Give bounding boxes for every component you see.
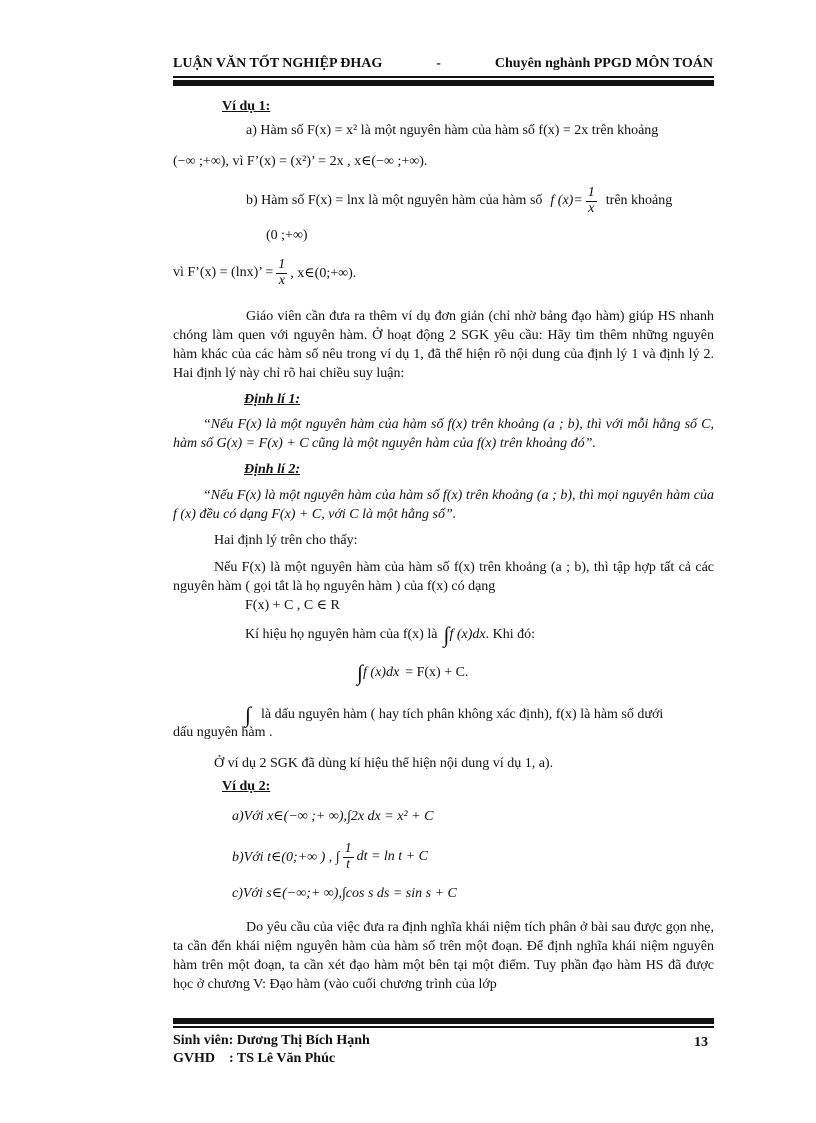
notation-line (245, 622, 535, 648)
notation-suffix: . Khi đó: (485, 627, 536, 642)
theorem1-text: “Nếu F(x) là một nguyên hàm của hàm số f(x) trên khoảng (a ; b), thì với mỗi hằng số C, hàm số G(x) = F(x) + C cũng là một nguyên hàm của f(x) trên khoảng đó”. (173, 417, 714, 451)
notation-expr: f (x)dx (449, 627, 486, 642)
example1-b-line1 (246, 186, 714, 216)
integral-icon: ∫ (357, 660, 364, 685)
integral-sign-text: là dấu nguyên hàm ( hay tích phân không xác định), f(x) là hàm số dưới (261, 707, 664, 722)
example1-b-line3 (173, 258, 356, 288)
formula-expr: f (x)dx (363, 665, 400, 680)
header-left: LUẬN VĂN TỐT NGHIỆP ĐHAG (173, 56, 383, 71)
fraction-numerator: 1 (278, 257, 286, 272)
example2-b-prefix: b)Với t∈(0;+∞ ) , ∫ (232, 849, 340, 865)
example1-b3-fraction (276, 258, 287, 288)
formula-rhs: = F(x) + C. (405, 665, 469, 680)
example2-b (232, 842, 428, 872)
notation-text: Kí hiệu họ nguyên hàm của f(x) là (245, 627, 438, 642)
example1-b-derivative: vì F’(x) = (lnx)’ = (173, 265, 274, 281)
example1-title: Ví dụ 1: (222, 99, 271, 114)
example1-b-text: b) Hàm số F(x) = lnx là một nguyên hàm của hàm số (246, 193, 543, 209)
paragraph-example2-ref: Ở ví dụ 2 SGK đã dùng kí hiệu thể hiện nội dung ví dụ 1, a). (214, 756, 554, 771)
paragraph-teacher: Giáo viên cần đưa ra thêm ví dụ đơn giản (chỉ nhờ bảng đạo hàm) giúp HS nhanh chóng làm quen với nguyên hàm. Ở hoạt động 2 SGK yêu cầu: Hãy tìm thêm những nguyên hàm khác của các hàm số nêu trong ví dụ 1, đã thể hiện rõ nội dung của định lý 1 và định lý 2. Hai định lý này chỉ rõ hai chiều suy luận: (173, 309, 714, 381)
integral-icon: ∫ (245, 702, 252, 727)
example1-b-suffix: trên khoảng (605, 193, 673, 209)
paragraph-summary: Hai định lý trên cho thấy: (214, 533, 358, 548)
paragraph-derivative: Do yêu cầu của việc đưa ra định nghĩa khái niệm tích phân ở bài sau được gọn nhẹ, ta cần đến khái niệm nguyên hàm của hàm số trên một đoạn. Để định nghĩa khái niệm nguyên hàm trên một đoạn, ta cần xét đạo hàm một bên tại một điểm. Tuy phần đạo hàm HS đã được học ở chương V: Đạo hàm (vào cuối chương trình của lớp (173, 920, 714, 992)
example2-b-suffix: dt = ln t + C (356, 849, 428, 865)
fraction-denominator: t (346, 856, 351, 872)
example1-b-interval: (0 ;+∞) (266, 228, 308, 243)
page-number: 13 (694, 1035, 708, 1050)
family-form: F(x) + C , C ∈ R (245, 598, 340, 613)
integral-sign-line (245, 702, 714, 728)
footer-rule-thick (173, 1018, 714, 1024)
header-rule-thin (173, 76, 714, 78)
example1-b-domain: , x∈(0;+∞). (290, 265, 357, 281)
footer-student: Sinh viên: Dương Thị Bích Hạnh (173, 1033, 370, 1048)
theorem2-text: “Nếu F(x) là một nguyên hàm của hàm số f(x) trên khoảng (a ; b), thì mọi nguyên hàm của f (x) đều có dạng F(x) + C, với C là một hằng số”. (173, 488, 714, 522)
theorem1-title: Định lí 1: (244, 392, 301, 407)
fraction-numerator: 1 (344, 841, 352, 856)
integral-sign-line2: dấu nguyên hàm . (173, 725, 273, 740)
example1-a-line2: (−∞ ;+∞), vì F’(x) = (x²)’ = 2x , x∈(−∞ ;+∞). (173, 154, 428, 169)
paragraph-family: Nếu F(x) là một nguyên hàm của hàm số f(x) trên khoảng (a ; b), thì tập hợp tất cả các nguyên hàm ( gọi tắt là họ nguyên hàm ) của f(x) có dạng (173, 560, 714, 594)
fraction-numerator: 1 (587, 185, 595, 200)
fraction-denominator: x (588, 200, 595, 216)
header-separator: - (436, 56, 441, 71)
header-rule-thick (173, 80, 714, 86)
footer-advisor: GVHD : TS Lê Văn Phúc (173, 1051, 336, 1066)
page-header (173, 56, 713, 72)
header-right: Chuyên nghành PPGD MÔN TOÁN (494, 56, 713, 71)
formula-indefinite-integral (357, 660, 468, 686)
fraction-denominator: x (278, 272, 285, 288)
theorem2-title: Định lí 2: (244, 462, 301, 477)
integral-icon: ∫ (443, 622, 450, 647)
example1-a-line1: a) Hàm số F(x) = x² là một nguyên hàm của hàm số f(x) = 2x trên khoảng (246, 123, 659, 138)
example1-b-fraction (586, 186, 597, 216)
example2-c: c)Với s∈(−∞;+ ∞),∫cos s ds = sin s + C (232, 886, 457, 901)
footer-rule-thin (173, 1026, 714, 1028)
example2-a: a)Với x∈(−∞ ;+ ∞),∫2x dx = x² + C (232, 809, 434, 824)
example1-b-fx: f (x)= (550, 193, 583, 209)
example2-title: Ví dụ 2: (222, 779, 271, 794)
example2-b-fraction (343, 842, 354, 872)
